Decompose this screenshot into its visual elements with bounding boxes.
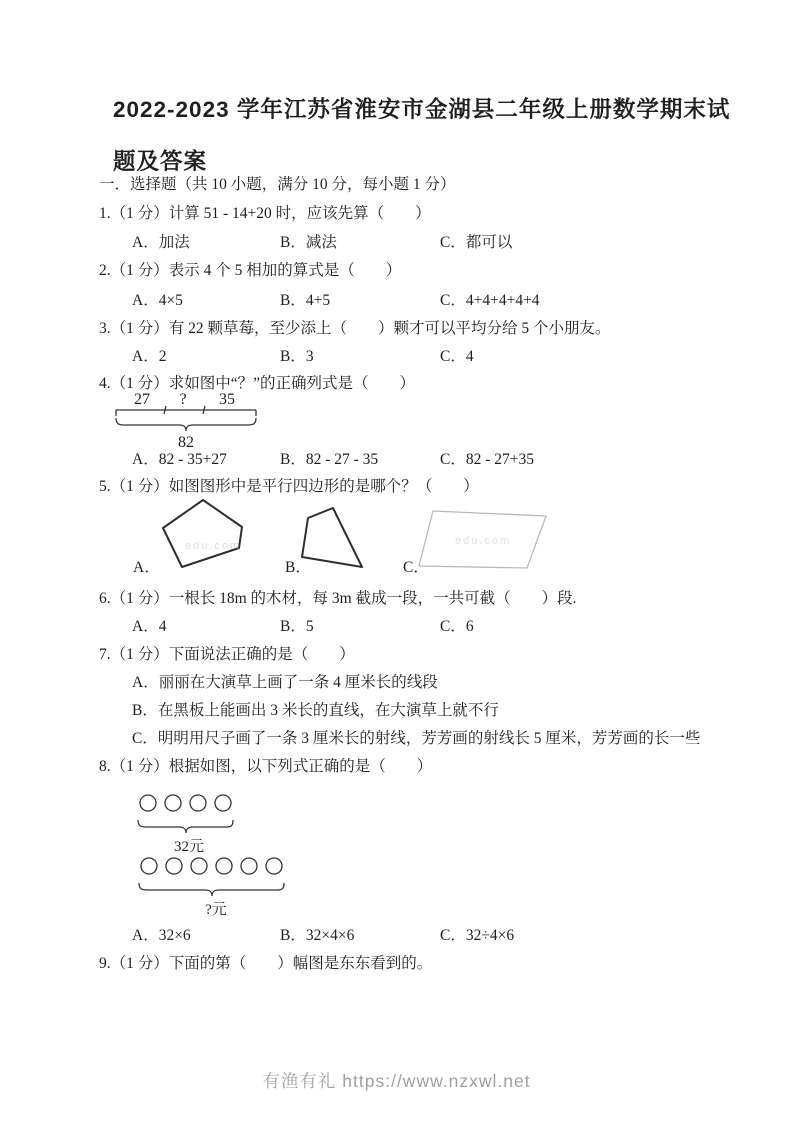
- segment-value-1: 27: [134, 391, 150, 408]
- option-b: B．82 - 27 - 35: [280, 451, 379, 468]
- option-a: A．4×5: [132, 292, 183, 309]
- question-8-text: 8.（1 分）根据如图，以下列式正确的是（ ）: [99, 758, 433, 775]
- option-c: C．4+4+4+4+4: [440, 292, 540, 309]
- question-2-text: 2.（1 分）表示 4 个 5 相加的算式是（ ）: [99, 262, 402, 279]
- coin-group-diagram-2: [137, 856, 291, 918]
- question-7-text: 7.（1 分）下面说法正确的是（ ）: [99, 646, 355, 663]
- option-c: C．82 - 27+35: [440, 451, 534, 468]
- footer-site-link: 有渔有礼 https://www.nzxwl.net: [262, 1071, 531, 1091]
- question-3-options: [0, 347, 793, 367]
- question-9-text: 9.（1 分）下面的第（ ）幅图是东东看到的。: [99, 955, 433, 972]
- quadrilateral-shape: [300, 505, 368, 571]
- option-b: B．减法: [280, 234, 337, 251]
- question-1-text: 1.（1 分）计算 51 - 14+20 时，应该先算（ ）: [99, 205, 431, 222]
- underbrace: [139, 883, 284, 896]
- option-c: C．4: [440, 348, 474, 365]
- option-a: A．32×6: [132, 927, 191, 944]
- coin-group-label: 32元: [173, 839, 205, 855]
- watermark-text: edu.com: [455, 535, 512, 547]
- question-4-options: [0, 450, 793, 470]
- option-c: C．都可以: [440, 234, 513, 251]
- question-1-options: [0, 233, 793, 253]
- option-b: B．5: [280, 618, 314, 635]
- option-a: A．加法: [132, 234, 190, 251]
- segment-value-3: 35: [219, 391, 235, 408]
- question-2-options: [0, 291, 793, 311]
- option-c: C．6: [440, 618, 474, 635]
- page-title-line-1: 2022-2023 学年江苏省淮安市金湖县二年级上册数学期末试: [113, 97, 731, 122]
- pentagon-shape: [160, 497, 250, 575]
- segment-value-2: ?: [179, 391, 187, 408]
- question-7-option-c: C．明明用尺子画了一条 3 厘米长的射线，芳芳画的射线长 5 厘米，芳芳画的长一些: [132, 730, 701, 747]
- option-b: B．32×4×6: [280, 927, 355, 944]
- question-3-text: 3.（1 分）有 22 颗草莓，至少添上（ ）颗才可以平均分给 5 个小朋友。: [99, 320, 611, 337]
- shape-label-b: B．: [285, 559, 311, 576]
- segment-bar-diagram: [114, 390, 266, 452]
- question-6-text: 6.（1 分）一根长 18m 的木材，每 3m 截成一段，一共可截（ ）段.: [99, 590, 577, 607]
- question-8-options: [0, 926, 793, 946]
- section-heading: 一．选择题（共 10 小题，满分 10 分，每小题 1 分）: [99, 176, 456, 193]
- question-5-text: 5.（1 分）如图图形中是平行四边形的是哪个？（ ）: [99, 478, 479, 495]
- segment-total: 82: [178, 434, 194, 451]
- underbrace: [138, 820, 233, 833]
- question-7-option-a: A．丽丽在大演草上画了一条 4 厘米长的线段: [132, 674, 438, 691]
- option-c: C．32÷4×6: [440, 927, 515, 944]
- coin-circles: [140, 795, 231, 811]
- watermark-text: edu.com: [185, 540, 242, 552]
- shape-options-row: [0, 495, 793, 587]
- question-4-text: 4.（1 分）求如图中“？”的正确列式是（ ）: [99, 375, 416, 392]
- coin-circles: [141, 858, 282, 874]
- coin-group-diagram-1: [136, 793, 240, 855]
- question-7-option-b: B．在黑板上能画出 3 米长的直线，在大演草上就不行: [132, 702, 499, 719]
- option-b: B．4+5: [280, 292, 331, 309]
- coin-group-label: ?元: [205, 902, 227, 918]
- underbrace: [116, 418, 256, 431]
- question-6-options: [0, 617, 793, 637]
- shape-label-a: A．: [133, 559, 160, 576]
- page-title-line-2: 题及答案: [113, 149, 208, 174]
- option-a: A．2: [132, 348, 167, 365]
- option-a: A．4: [132, 618, 167, 635]
- option-b: B．3: [280, 348, 314, 365]
- option-a: A．82 - 35+27: [132, 451, 227, 468]
- shape-label-c: C．: [403, 559, 429, 576]
